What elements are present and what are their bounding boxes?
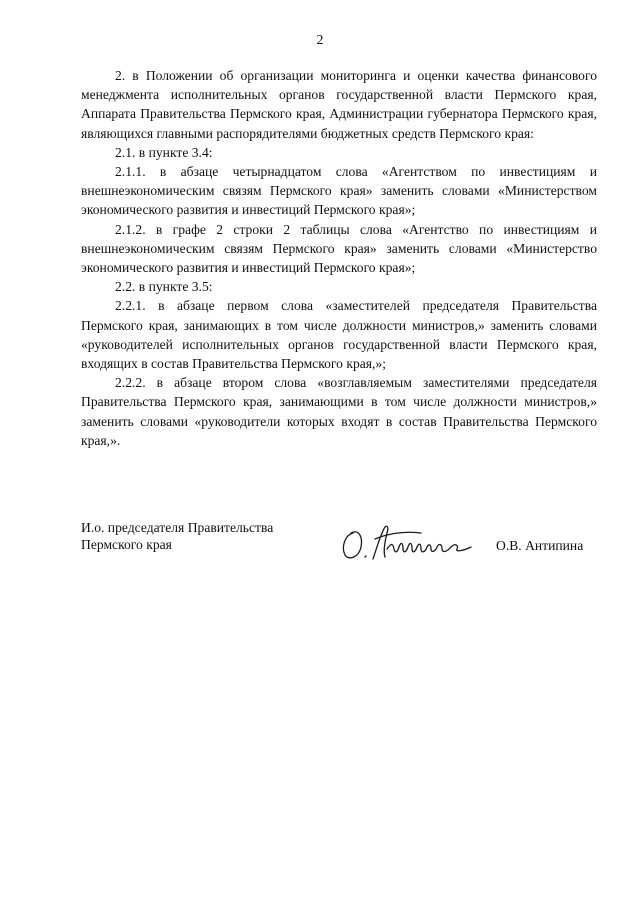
page-number: 2	[316, 33, 324, 48]
signatory-title-line-2: Пермского края	[81, 537, 172, 552]
paragraph-2-1-2: 2.1.2. в графе 2 строки 2 таблицы слова «Агентство по инвестициям и внешнеэкономическим связям Пермского края» заменить словами «Министерство экономического развития и инвестиций Пермского края»;	[81, 221, 597, 276]
signatory-title	[81, 519, 341, 553]
signatory-name: О.В. Антипина	[496, 538, 584, 553]
paragraph-2-1-1: 2.1.1. в абзаце четырнадцатом слова «Агентством по инвестициям и внешнеэкономическим связям Пермского края» заменить словами «Министерством экономического развития и инвестиций Пермского края»;	[81, 164, 597, 218]
document-body	[81, 66, 597, 450]
signature-block	[81, 519, 601, 579]
handwritten-signature	[339, 519, 479, 563]
paragraph-2-2-1: 2.2.1. в абзаце первом слова «заместителей председателя Правительства Пермского края, занимающих в том числе должности министров,» заменить словами «руководителей исполнительных органов государственной власти Пермского края, входящих в состав Правительства Пермского края,»;	[81, 298, 597, 372]
signatory-title-line-1: И.о. председателя Правительства	[81, 520, 274, 535]
paragraph-2-1: 2.1. в пункте 3.4:	[115, 144, 213, 160]
paragraph-item-2: 2. в Положении об организации мониторинга и оценки качества финансового менеджмента исполнительных органов государственной власти Пермского края, Аппарата Правительства Пермского края, Администрации губернатора Пермского края, являющихся главными распорядителями бюджетных средств Пермского края:	[81, 68, 597, 141]
paragraph-2-2-2: 2.2.2. в абзаце втором слова «возглавляемым заместителями председателя Правительства Пермского края, занимающими в том числе должности министров,» заменить словами «руководители которых входят в состав Правительства Пермского края,».	[81, 375, 597, 448]
paragraph-2-2: 2.2. в пункте 3.5:	[115, 279, 213, 295]
